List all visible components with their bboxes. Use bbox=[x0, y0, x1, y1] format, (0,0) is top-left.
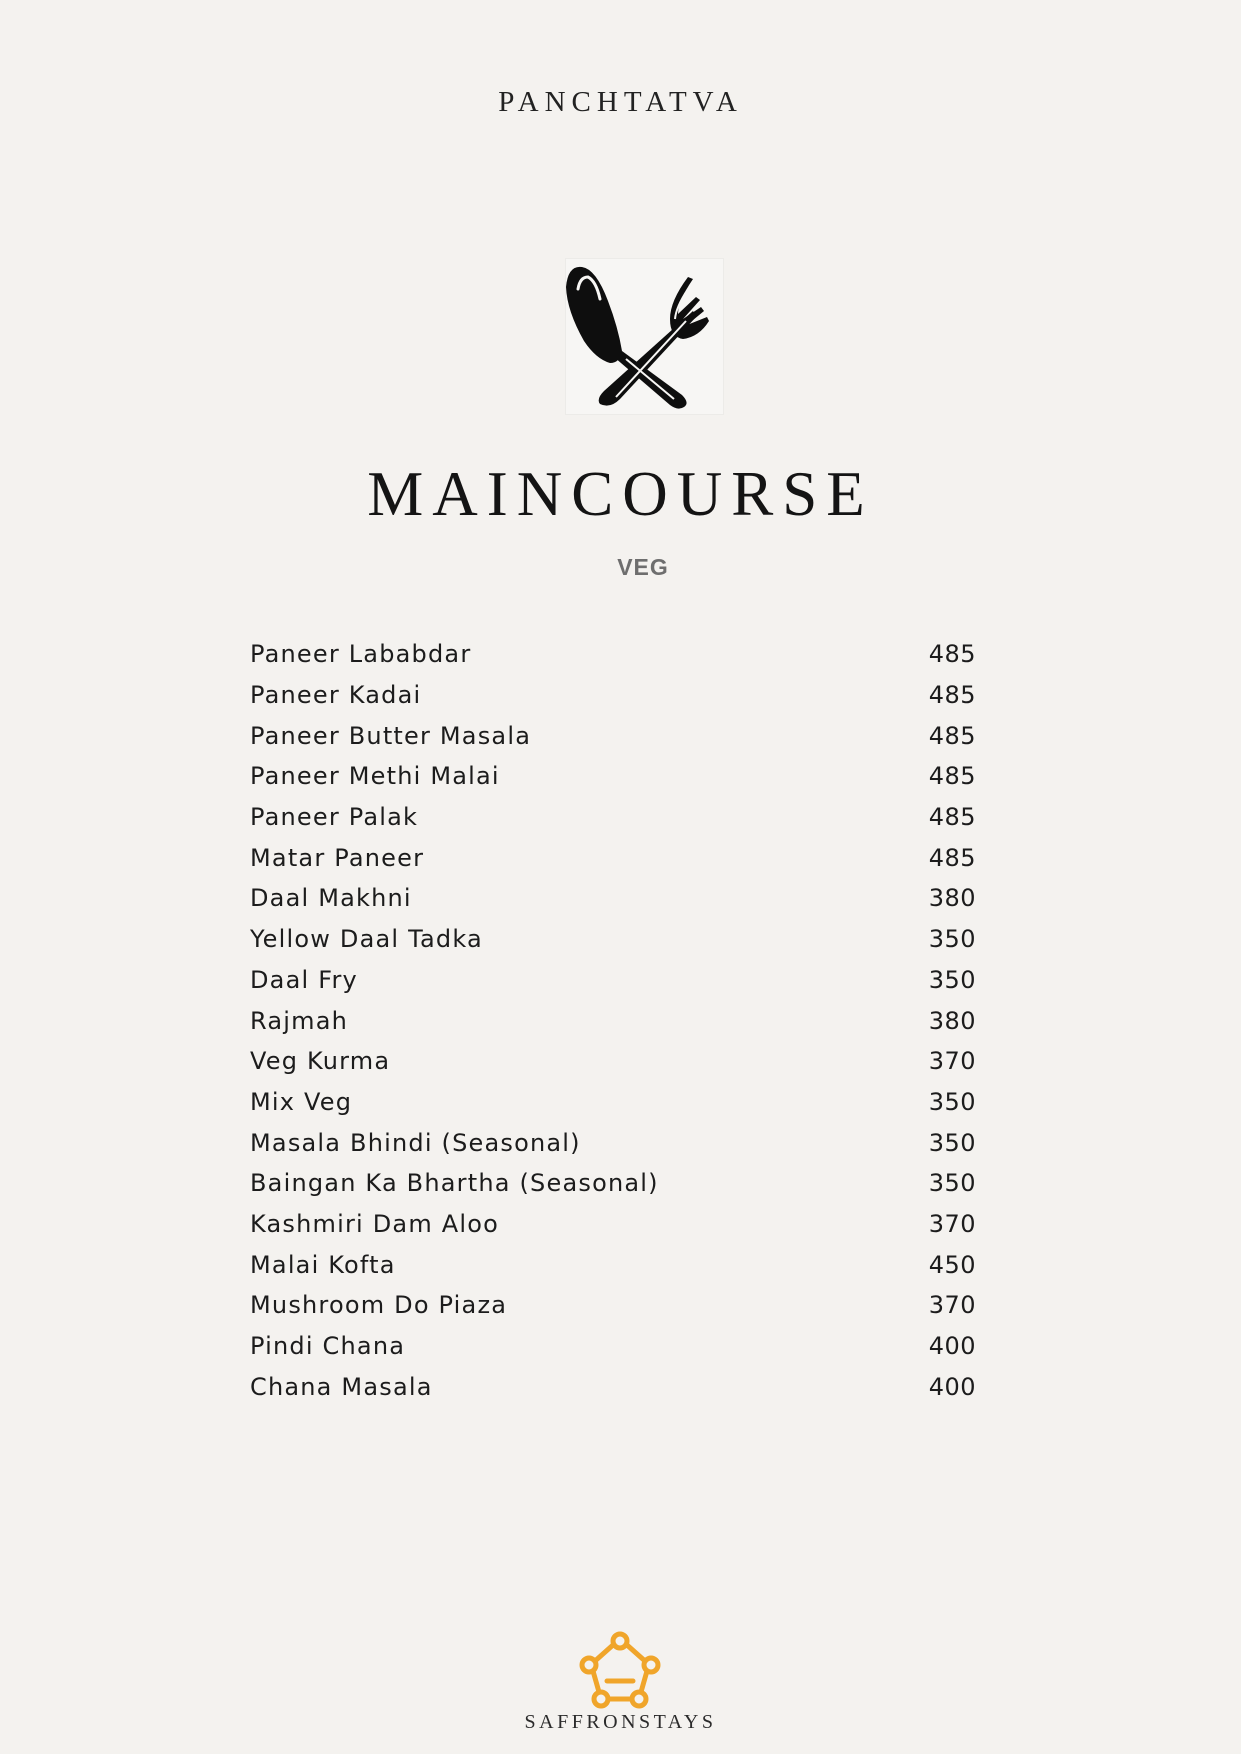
menu-item-price: 380 bbox=[928, 1006, 976, 1035]
menu-item bbox=[250, 675, 976, 716]
menu-item-price: 485 bbox=[928, 721, 976, 750]
section-title: MAINCOURSE bbox=[367, 459, 874, 529]
menu-item-name: Malai Kofta bbox=[250, 1250, 396, 1279]
menu-item-name: Matar Paneer bbox=[250, 843, 425, 872]
menu-item bbox=[250, 634, 976, 675]
menu-item bbox=[250, 1000, 976, 1041]
menu-item-name: Rajmah bbox=[250, 1006, 349, 1035]
menu-item-name: Paneer Lababdar bbox=[250, 640, 472, 669]
menu-item bbox=[250, 878, 976, 919]
footer-logo-text: SAFFRONSTAYS bbox=[524, 1711, 717, 1733]
menu-item bbox=[250, 1366, 976, 1407]
menu-item bbox=[250, 1122, 976, 1163]
menu-item bbox=[250, 1163, 976, 1204]
menu-item-name: Baingan Ka Bhartha (Seasonal) bbox=[250, 1169, 659, 1198]
menu-item-name: Paneer Kadai bbox=[250, 681, 422, 710]
menu-item bbox=[250, 837, 976, 878]
menu-item-name: Paneer Palak bbox=[250, 803, 419, 832]
spoon-and-fork-icon bbox=[566, 259, 723, 414]
menu-list bbox=[250, 634, 976, 1407]
menu-item-name: Paneer Methi Malai bbox=[250, 762, 500, 791]
menu-item bbox=[250, 919, 976, 960]
saffronstays-logo-icon bbox=[577, 1631, 663, 1709]
menu-item-price: 370 bbox=[928, 1291, 976, 1320]
menu-item-price: 485 bbox=[928, 640, 976, 669]
menu-item-price: 350 bbox=[928, 965, 976, 994]
menu-item-price: 370 bbox=[928, 1047, 976, 1076]
menu-item-price: 485 bbox=[928, 803, 976, 832]
menu-item-price: 370 bbox=[928, 1209, 976, 1238]
menu-item-name: Yellow Daal Tadka bbox=[250, 925, 483, 954]
menu-item bbox=[250, 797, 976, 838]
menu-item bbox=[250, 756, 976, 797]
menu-item bbox=[250, 1326, 976, 1367]
menu-item bbox=[250, 715, 976, 756]
menu-item-price: 380 bbox=[928, 884, 976, 913]
menu-item-price: 450 bbox=[928, 1250, 976, 1279]
menu-item-price: 485 bbox=[928, 681, 976, 710]
menu-item-name: Chana Masala bbox=[250, 1372, 433, 1401]
menu-item-price: 350 bbox=[928, 1087, 976, 1116]
menu-item bbox=[250, 1041, 976, 1082]
menu-item bbox=[250, 1082, 976, 1123]
menu-item-price: 485 bbox=[928, 843, 976, 872]
menu-item-price: 350 bbox=[928, 1169, 976, 1198]
menu-item-name: Paneer Butter Masala bbox=[250, 721, 532, 750]
menu-item bbox=[250, 1244, 976, 1285]
menu-item-name: Masala Bhindi (Seasonal) bbox=[250, 1128, 581, 1157]
menu-item-price: 400 bbox=[928, 1332, 976, 1361]
menu-item-name: Daal Makhni bbox=[250, 884, 412, 913]
menu-item-name: Pindi Chana bbox=[250, 1332, 406, 1361]
menu-item-price: 350 bbox=[928, 1128, 976, 1157]
menu-item-name: Daal Fry bbox=[250, 965, 358, 994]
menu-item-name: Mushroom Do Piaza bbox=[250, 1291, 508, 1320]
menu-item-name: Veg Kurma bbox=[250, 1047, 391, 1076]
menu-item-name: Kashmiri Dam Aloo bbox=[250, 1209, 499, 1238]
section-subtitle: VEG bbox=[617, 554, 669, 580]
menu-item bbox=[250, 960, 976, 1001]
menu-item-name: Mix Veg bbox=[250, 1087, 353, 1116]
menu-item bbox=[250, 1285, 976, 1326]
brand-name: PANCHTATVA bbox=[498, 86, 743, 118]
menu-item-price: 400 bbox=[928, 1372, 976, 1401]
menu-item-price: 350 bbox=[928, 925, 976, 954]
menu-item bbox=[250, 1204, 976, 1245]
menu-item-price: 485 bbox=[928, 762, 976, 791]
